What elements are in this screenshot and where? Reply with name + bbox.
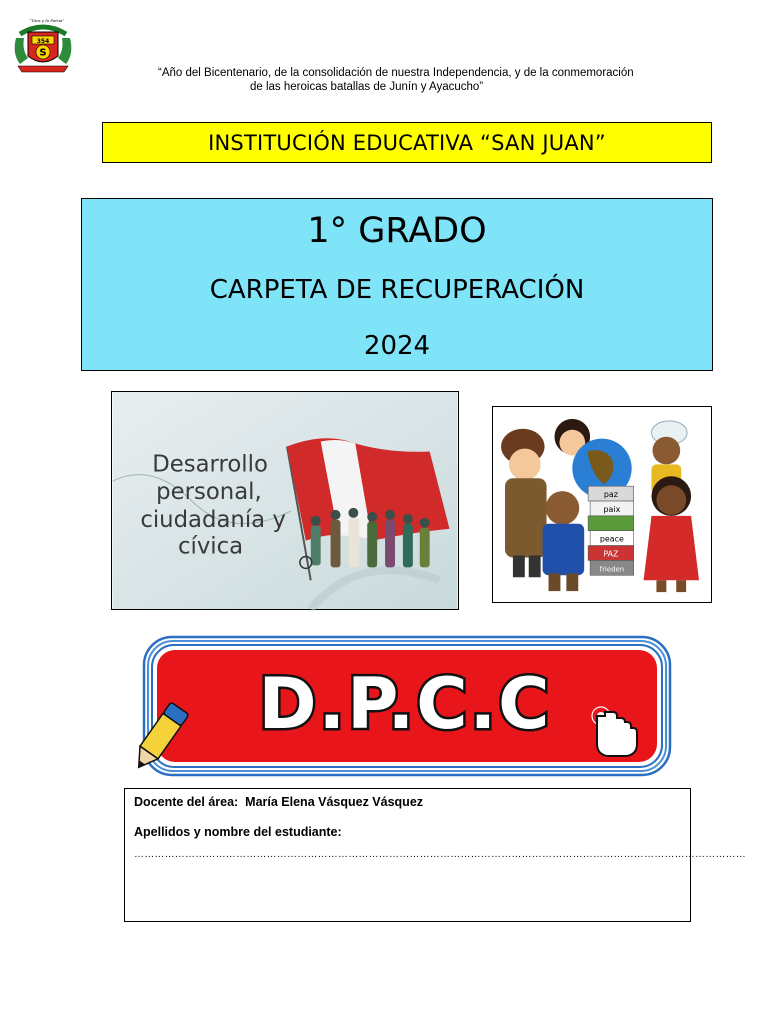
book-frieden: frieden [599, 565, 625, 574]
teacher-label: Docente del área: [134, 795, 239, 809]
grade-title: 1° GRADO [307, 211, 487, 251]
course-line4: cívica [177, 533, 244, 560]
logo-letter: S [39, 47, 47, 59]
course-flag-image [111, 391, 459, 610]
student-name-label: Apellidos y nombre del estudiante: [134, 825, 342, 839]
institution-banner [102, 122, 712, 163]
institution-name: INSTITUCIÓN EDUCATIVA “SAN JUAN” [208, 130, 606, 155]
logo-motto: “Dios y la Patria” [29, 18, 65, 23]
school-crest-logo [10, 20, 76, 78]
folder-title: CARPETA DE RECUPERACIÓN [209, 275, 585, 305]
book-peace: peace [599, 534, 624, 544]
year-name-line1: “Año del Bicentenario, de la consolidación de nuestra Independencia, y de la conmemoración [158, 67, 634, 79]
course-line2: personal, [156, 479, 262, 506]
course-line1: Desarrollo [152, 451, 268, 478]
year-name-line2: de las heroicas batallas de Junín y Ayacucho” [250, 81, 484, 93]
book-paix: paix [603, 504, 621, 514]
year-name [150, 66, 710, 94]
student-info-box [124, 788, 746, 922]
dpcc-banner [143, 636, 671, 776]
dpcc-title: D.P.C.C [258, 663, 552, 745]
book-paz-red: PAZ [603, 549, 619, 559]
student-name-blank-line[interactable]: ……………………………………………………………………………………………………………………………………………………………… [134, 849, 746, 860]
teacher-line [134, 795, 423, 809]
logo-number: 354 [36, 38, 50, 45]
children-globe-image [492, 406, 712, 603]
course-line3: ciudadanía y [140, 506, 286, 533]
cover-title-box [81, 198, 713, 371]
teacher-name: María Elena Vásquez Vásquez [245, 795, 424, 809]
cover-year: 2024 [363, 331, 431, 361]
book-paz: paz [603, 490, 618, 500]
